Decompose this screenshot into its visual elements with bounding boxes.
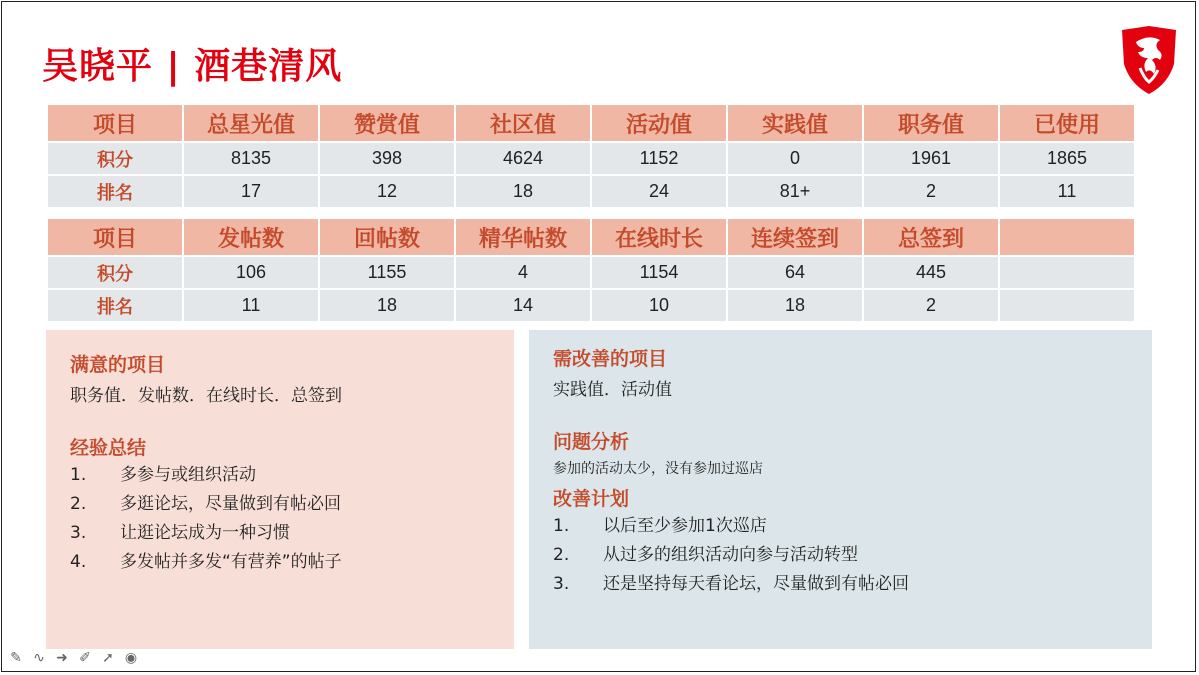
header-cell: 发帖数 bbox=[184, 219, 318, 255]
table-row bbox=[48, 290, 1134, 321]
improve-title: 需改善的项目 bbox=[553, 348, 668, 370]
table-cell: 10 bbox=[592, 290, 726, 321]
stats-table-1 bbox=[46, 103, 1136, 209]
slide-title: 吴晓平 | 酒巷清风 bbox=[42, 46, 343, 87]
arrow-icon[interactable]: ➜ bbox=[56, 650, 68, 666]
table-cell: 24 bbox=[592, 176, 726, 207]
summary-title: 经验总结 bbox=[70, 437, 147, 459]
table-cell: 8135 bbox=[184, 143, 318, 174]
row-label: 积分 bbox=[48, 143, 182, 174]
list-item: 2. 从过多的组织活动向参与活动转型 bbox=[553, 545, 858, 565]
table-cell: 1154 bbox=[592, 257, 726, 288]
header-cell: 职务值 bbox=[864, 105, 998, 141]
table-cell: 0 bbox=[728, 143, 862, 174]
plan-title: 改善计划 bbox=[553, 488, 630, 510]
table-cell bbox=[1000, 290, 1134, 321]
table-cell: 18 bbox=[728, 290, 862, 321]
header-cell: 项目 bbox=[48, 105, 182, 141]
table-header-row bbox=[48, 219, 1134, 255]
list-item: 3. 还是坚持每天看论坛，尽量做到有帖必回 bbox=[553, 574, 909, 594]
table-cell: 2 bbox=[864, 176, 998, 207]
satisfied-title: 满意的项目 bbox=[70, 354, 166, 376]
table-cell: 11 bbox=[184, 290, 318, 321]
header-cell: 精华帖数 bbox=[456, 219, 590, 255]
table-cell: 1961 bbox=[864, 143, 998, 174]
table-cell: 106 bbox=[184, 257, 318, 288]
header-cell: 项目 bbox=[48, 219, 182, 255]
table-cell: 445 bbox=[864, 257, 998, 288]
header-cell: 社区值 bbox=[456, 105, 590, 141]
improvement-panel bbox=[529, 330, 1152, 649]
header-cell: 赞赏值 bbox=[320, 105, 454, 141]
row-label: 排名 bbox=[48, 176, 182, 207]
improve-text: 实践值．活动值 bbox=[553, 380, 672, 400]
list-item: 2. 多逛论坛，尽量做到有帖必回 bbox=[70, 494, 341, 514]
table-cell: 1155 bbox=[320, 257, 454, 288]
table-cell bbox=[1000, 257, 1134, 288]
presentation-toolbar bbox=[8, 649, 139, 667]
table-row bbox=[48, 257, 1134, 288]
record-icon[interactable]: ◉ bbox=[124, 650, 138, 666]
table-cell: 2 bbox=[864, 290, 998, 321]
analysis-title: 问题分析 bbox=[553, 431, 630, 453]
table-cell: 1152 bbox=[592, 143, 726, 174]
list-item: 4. 多发帖并多发“有营养”的帖子 bbox=[70, 552, 342, 572]
table-cell: 14 bbox=[456, 290, 590, 321]
list-item: 1. 以后至少参加1次巡店 bbox=[553, 516, 767, 536]
header-cell: 连续签到 bbox=[728, 219, 862, 255]
table-cell: 11 bbox=[1000, 176, 1134, 207]
row-label: 积分 bbox=[48, 257, 182, 288]
satisfied-text: 职务值．发帖数．在线时长．总签到 bbox=[70, 386, 342, 406]
table-cell: 4 bbox=[456, 257, 590, 288]
table-cell: 18 bbox=[456, 176, 590, 207]
summary-list bbox=[70, 461, 342, 577]
header-cell: 总星光值 bbox=[184, 105, 318, 141]
table-cell: 18 bbox=[320, 290, 454, 321]
table-cell: 398 bbox=[320, 143, 454, 174]
list-item: 1. 多参与或组织活动 bbox=[70, 465, 256, 485]
table-cell: 17 bbox=[184, 176, 318, 207]
stats-table-2 bbox=[46, 217, 1136, 323]
table-cell: 12 bbox=[320, 176, 454, 207]
header-cell: 总签到 bbox=[864, 219, 998, 255]
header-cell: 回帖数 bbox=[320, 219, 454, 255]
msi-dragon-logo-icon bbox=[1118, 24, 1180, 96]
list-item: 3. 让逛论坛成为一种习惯 bbox=[70, 523, 290, 543]
table-cell: 4624 bbox=[456, 143, 590, 174]
header-cell bbox=[1000, 219, 1134, 255]
header-cell: 在线时长 bbox=[592, 219, 726, 255]
pen-icon[interactable]: ✎ bbox=[10, 650, 22, 666]
table-row bbox=[48, 176, 1134, 207]
analysis-text: 参加的活动太少，没有参加过巡店 bbox=[553, 461, 763, 477]
table-cell: 64 bbox=[728, 257, 862, 288]
eraser-icon[interactable]: ✐ bbox=[79, 650, 91, 666]
satisfied-summary-panel bbox=[46, 330, 514, 649]
table-header-row bbox=[48, 105, 1134, 141]
highlighter-icon[interactable]: ∿ bbox=[33, 650, 45, 666]
header-cell: 实践值 bbox=[728, 105, 862, 141]
table-cell: 1865 bbox=[1000, 143, 1134, 174]
plan-list bbox=[553, 512, 909, 599]
pointer-icon[interactable]: ➚ bbox=[102, 650, 114, 666]
row-label: 排名 bbox=[48, 290, 182, 321]
header-cell: 已使用 bbox=[1000, 105, 1134, 141]
header-cell: 活动值 bbox=[592, 105, 726, 141]
table-row bbox=[48, 143, 1134, 174]
table-cell: 81+ bbox=[728, 176, 862, 207]
